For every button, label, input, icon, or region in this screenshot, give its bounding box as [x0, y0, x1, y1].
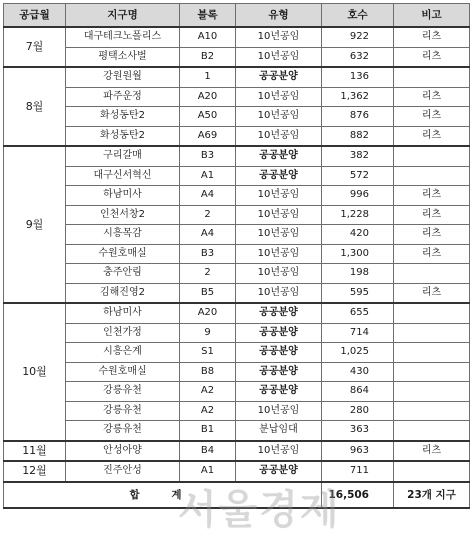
type-cell: 10년공임	[236, 441, 322, 462]
units-cell: 363	[322, 421, 394, 441]
type-cell: 10년공임	[236, 186, 322, 206]
district-cell: 하남미사	[66, 186, 180, 206]
note-cell: 리츠	[394, 107, 470, 127]
total-units: 16,506	[322, 482, 394, 508]
units-cell: 595	[322, 283, 394, 303]
type-cell: 10년공임	[236, 126, 322, 146]
block-cell: B1	[180, 421, 236, 441]
table-row	[4, 303, 470, 323]
type-cell: 10년공임	[236, 401, 322, 421]
note-cell: 리츠	[394, 244, 470, 264]
type-cell: 공공분양	[236, 343, 322, 363]
note-cell: 리츠	[394, 27, 470, 47]
newspaper-watermark: 서울경제	[178, 487, 341, 533]
type-cell: 10년공임	[236, 27, 322, 47]
block-cell: B4	[180, 441, 236, 462]
header-block: 블록	[180, 4, 236, 28]
district-cell: 강릉유천	[66, 401, 180, 421]
table-row	[4, 205, 470, 225]
table-row	[4, 362, 470, 382]
district-cell: 대구신서혁신	[66, 166, 180, 186]
table-row	[4, 264, 470, 284]
type-cell: 공공분양	[236, 382, 322, 402]
note-cell: 리츠	[394, 186, 470, 206]
district-cell: 구리갈매	[66, 146, 180, 166]
month-cell: 7월	[4, 27, 66, 67]
supply-table-container	[3, 3, 469, 509]
block-cell: A69	[180, 126, 236, 146]
month-cell: 9월	[4, 146, 66, 303]
table-row	[4, 283, 470, 303]
note-cell: 리츠	[394, 225, 470, 245]
note-cell	[394, 303, 470, 323]
block-cell: A1	[180, 166, 236, 186]
units-cell: 963	[322, 441, 394, 462]
units-cell: 430	[322, 362, 394, 382]
note-cell	[394, 323, 470, 343]
total-row	[4, 482, 470, 508]
header-note: 비고	[394, 4, 470, 28]
total-note: 23개 지구	[394, 482, 470, 508]
note-cell	[394, 166, 470, 186]
table-row	[4, 382, 470, 402]
table-row	[4, 87, 470, 107]
district-cell: 수원호매실	[66, 362, 180, 382]
type-cell: 10년공임	[236, 205, 322, 225]
type-cell: 10년공임	[236, 107, 322, 127]
header-district: 지구명	[66, 4, 180, 28]
block-cell: A10	[180, 27, 236, 47]
type-cell: 공공분양	[236, 461, 322, 482]
note-cell	[394, 382, 470, 402]
note-cell	[394, 421, 470, 441]
units-cell: 714	[322, 323, 394, 343]
table-row	[4, 441, 470, 462]
header-type: 유형	[236, 4, 322, 28]
note-cell	[394, 67, 470, 87]
units-cell: 1,362	[322, 87, 394, 107]
district-cell: 김해진영2	[66, 283, 180, 303]
table-row	[4, 146, 470, 166]
table-row	[4, 27, 470, 47]
units-cell: 632	[322, 47, 394, 67]
units-cell: 1,300	[322, 244, 394, 264]
block-cell: 2	[180, 205, 236, 225]
district-cell: 하남미사	[66, 303, 180, 323]
type-cell: 10년공임	[236, 47, 322, 67]
block-cell: A4	[180, 225, 236, 245]
units-cell: 882	[322, 126, 394, 146]
units-cell: 198	[322, 264, 394, 284]
table-row	[4, 47, 470, 67]
total-label: 합 계	[4, 482, 322, 508]
block-cell: B2	[180, 47, 236, 67]
note-cell	[394, 362, 470, 382]
block-cell: B3	[180, 146, 236, 166]
type-cell: 공공분양	[236, 146, 322, 166]
district-cell: 시흥목감	[66, 225, 180, 245]
table-row	[4, 343, 470, 363]
units-cell: 876	[322, 107, 394, 127]
type-cell: 공공분양	[236, 166, 322, 186]
district-cell: 화성동탄2	[66, 107, 180, 127]
district-cell: 안성아양	[66, 441, 180, 462]
block-cell: A2	[180, 382, 236, 402]
table-row	[4, 67, 470, 87]
note-cell: 리츠	[394, 126, 470, 146]
district-cell: 파주운정	[66, 87, 180, 107]
type-cell: 공공분양	[236, 323, 322, 343]
type-cell: 10년공임	[236, 283, 322, 303]
units-cell: 280	[322, 401, 394, 421]
header-units: 호수	[322, 4, 394, 28]
table-row	[4, 225, 470, 245]
table-row	[4, 244, 470, 264]
note-cell: 리츠	[394, 205, 470, 225]
units-cell: 922	[322, 27, 394, 47]
block-cell: B5	[180, 283, 236, 303]
units-cell: 864	[322, 382, 394, 402]
block-cell: 1	[180, 67, 236, 87]
district-cell: 진주안성	[66, 461, 180, 482]
table-row	[4, 323, 470, 343]
district-cell: 강원원월	[66, 67, 180, 87]
header-month: 공급월	[4, 4, 66, 28]
month-cell: 11월	[4, 441, 66, 462]
note-cell: 리츠	[394, 283, 470, 303]
type-cell: 분납임대	[236, 421, 322, 441]
table-body	[4, 27, 470, 482]
district-cell: 수원호매실	[66, 244, 180, 264]
units-cell: 572	[322, 166, 394, 186]
table-row	[4, 126, 470, 146]
units-cell: 382	[322, 146, 394, 166]
table-row	[4, 166, 470, 186]
type-cell: 공공분양	[236, 303, 322, 323]
note-cell	[394, 264, 470, 284]
units-cell: 136	[322, 67, 394, 87]
district-cell: 평택소사벌	[66, 47, 180, 67]
note-cell: 리츠	[394, 441, 470, 462]
block-cell: 2	[180, 264, 236, 284]
district-cell: 시흥은계	[66, 343, 180, 363]
note-cell: 리츠	[394, 47, 470, 67]
block-cell: A20	[180, 87, 236, 107]
block-cell: A1	[180, 461, 236, 482]
district-cell: 인천가정	[66, 323, 180, 343]
block-cell: 9	[180, 323, 236, 343]
block-cell: A50	[180, 107, 236, 127]
type-cell: 10년공임	[236, 225, 322, 245]
block-cell: A2	[180, 401, 236, 421]
type-cell: 공공분양	[236, 67, 322, 87]
note-cell	[394, 401, 470, 421]
block-cell: B3	[180, 244, 236, 264]
block-cell: A20	[180, 303, 236, 323]
month-cell: 12월	[4, 461, 66, 482]
units-cell: 1,228	[322, 205, 394, 225]
note-cell	[394, 343, 470, 363]
block-cell: S1	[180, 343, 236, 363]
units-cell: 1,025	[322, 343, 394, 363]
table-row	[4, 421, 470, 441]
district-cell: 충주안림	[66, 264, 180, 284]
units-cell: 655	[322, 303, 394, 323]
type-cell: 10년공임	[236, 87, 322, 107]
block-cell: B8	[180, 362, 236, 382]
district-cell: 대구테크노폴리스	[66, 27, 180, 47]
district-cell: 강릉유천	[66, 382, 180, 402]
block-cell: A4	[180, 186, 236, 206]
table-row	[4, 461, 470, 482]
units-cell: 996	[322, 186, 394, 206]
units-cell: 420	[322, 225, 394, 245]
month-cell: 10월	[4, 303, 66, 441]
note-cell: 리츠	[394, 87, 470, 107]
supply-schedule-table	[3, 3, 470, 509]
type-cell: 공공분양	[236, 362, 322, 382]
district-cell: 화성동탄2	[66, 126, 180, 146]
type-cell: 10년공임	[236, 264, 322, 284]
district-cell: 인천서창2	[66, 205, 180, 225]
units-cell: 711	[322, 461, 394, 482]
header-row	[4, 4, 470, 28]
district-cell: 강릉유천	[66, 421, 180, 441]
note-cell	[394, 146, 470, 166]
type-cell: 10년공임	[236, 244, 322, 264]
table-row	[4, 107, 470, 127]
table-row	[4, 401, 470, 421]
table-row	[4, 186, 470, 206]
note-cell	[394, 461, 470, 482]
month-cell: 8월	[4, 67, 66, 146]
